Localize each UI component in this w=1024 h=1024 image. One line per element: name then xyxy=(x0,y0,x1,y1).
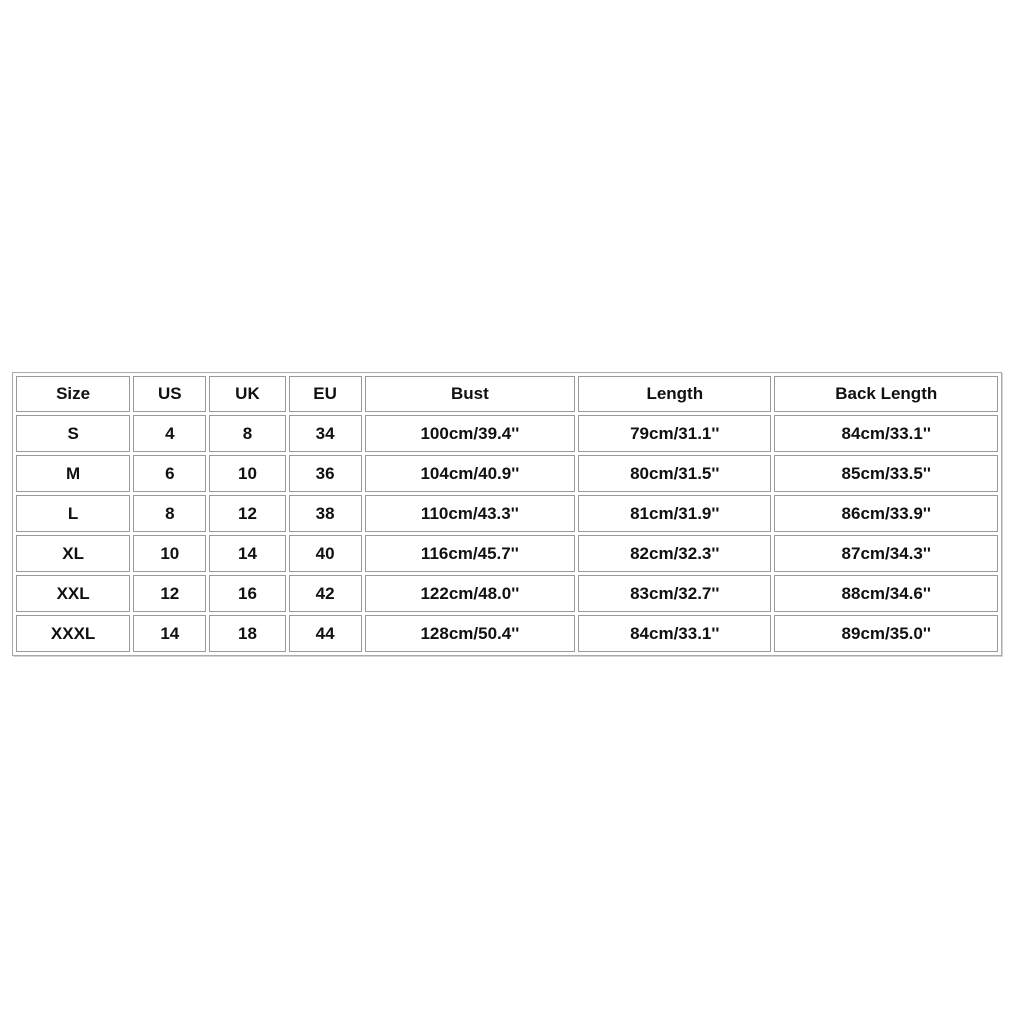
cell-back-length: 89cm/35.0'' xyxy=(774,615,998,652)
cell-uk: 18 xyxy=(209,615,285,652)
cell-bust: 128cm/50.4'' xyxy=(365,615,575,652)
cell-length: 81cm/31.9'' xyxy=(578,495,771,532)
cell-bust: 122cm/48.0'' xyxy=(365,575,575,612)
cell-eu: 34 xyxy=(289,415,362,452)
cell-size: M xyxy=(16,455,130,492)
cell-uk: 16 xyxy=(209,575,285,612)
header-back-length: Back Length xyxy=(774,376,998,412)
header-us: US xyxy=(133,376,206,412)
cell-length: 84cm/33.1'' xyxy=(578,615,771,652)
table-row xyxy=(16,615,998,652)
cell-back-length: 84cm/33.1'' xyxy=(774,415,998,452)
cell-bust: 100cm/39.4'' xyxy=(365,415,575,452)
cell-size: S xyxy=(16,415,130,452)
cell-bust: 104cm/40.9'' xyxy=(365,455,575,492)
cell-length: 80cm/31.5'' xyxy=(578,455,771,492)
cell-us: 8 xyxy=(133,495,206,532)
cell-eu: 42 xyxy=(289,575,362,612)
cell-us: 14 xyxy=(133,615,206,652)
cell-length: 83cm/32.7'' xyxy=(578,575,771,612)
cell-uk: 8 xyxy=(209,415,285,452)
cell-size: XXL xyxy=(16,575,130,612)
cell-back-length: 86cm/33.9'' xyxy=(774,495,998,532)
table-row xyxy=(16,535,998,572)
header-bust: Bust xyxy=(365,376,575,412)
cell-bust: 110cm/43.3'' xyxy=(365,495,575,532)
cell-size: L xyxy=(16,495,130,532)
cell-size: XL xyxy=(16,535,130,572)
cell-uk: 10 xyxy=(209,455,285,492)
table-row xyxy=(16,575,998,612)
cell-back-length: 87cm/34.3'' xyxy=(774,535,998,572)
table-row xyxy=(16,495,998,532)
cell-uk: 14 xyxy=(209,535,285,572)
cell-length: 79cm/31.1'' xyxy=(578,415,771,452)
cell-us: 6 xyxy=(133,455,206,492)
table-row xyxy=(16,455,998,492)
size-chart-table xyxy=(12,372,1002,656)
header-row xyxy=(16,376,998,412)
cell-uk: 12 xyxy=(209,495,285,532)
table-row xyxy=(16,415,998,452)
cell-eu: 44 xyxy=(289,615,362,652)
cell-us: 10 xyxy=(133,535,206,572)
cell-bust: 116cm/45.7'' xyxy=(365,535,575,572)
header-uk: UK xyxy=(209,376,285,412)
cell-eu: 38 xyxy=(289,495,362,532)
cell-us: 12 xyxy=(133,575,206,612)
cell-back-length: 85cm/33.5'' xyxy=(774,455,998,492)
header-size: Size xyxy=(16,376,130,412)
cell-eu: 36 xyxy=(289,455,362,492)
cell-size: XXXL xyxy=(16,615,130,652)
header-length: Length xyxy=(578,376,771,412)
cell-eu: 40 xyxy=(289,535,362,572)
header-eu: EU xyxy=(289,376,362,412)
cell-back-length: 88cm/34.6'' xyxy=(774,575,998,612)
cell-length: 82cm/32.3'' xyxy=(578,535,771,572)
cell-us: 4 xyxy=(133,415,206,452)
